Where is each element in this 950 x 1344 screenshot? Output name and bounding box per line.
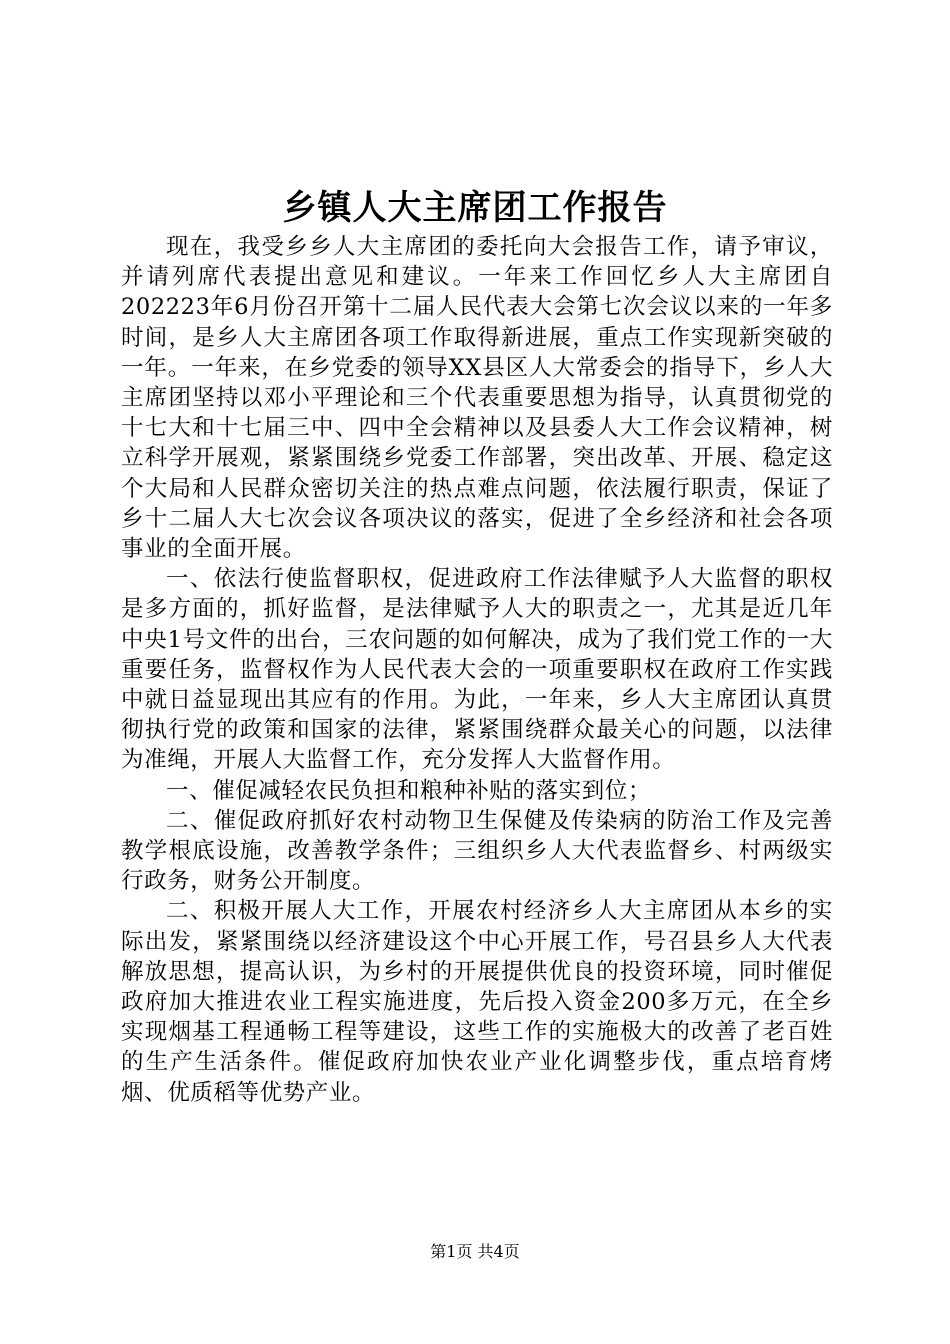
- paragraph-item-burden: 一、催促减轻农民负担和粮种补贴的落实到位；: [166, 777, 652, 804]
- paragraph-item-health: 二、催促政府抓好农村动物卫生保健及传染病的防治工作及完善教学根底设施，改善教学条件；三组织乡人大代表监督乡、村两级实行政务，财务公开制度。: [121, 807, 833, 895]
- paragraph-supervision: 一、依法行使监督职权，促进政府工作法律赋予人大监督的职权是多方面的，抓好监督，是法律赋予人大的职责之一，尤其是近几年中央1号文件的出台，三农问题的如何解决，成为了我们党工作的一大重要任务，监督权作为人民代表大会的一项重要职权在政府工作实践中就日益显现出其应有的作用。为此，一年来，乡人大主席团认真贯彻执行党的政策和国家的法律，紧紧围绕群众最关心的问题，以法律为准绳，开展人大监督工作，充分发挥人大监督作用。: [121, 566, 833, 774]
- paragraph-intro: 现在，我受乡乡人大主席团的委托向大会报告工作，请予审议，并请列席代表提出意见和建议。一年来工作回忆乡人大主席团自202223年6月份召开第十二届人民代表大会第七次会议以来的一年多时间，是乡人大主席团各项工作取得新进展，重点工作实现新突破的一年。一年来，在乡党委的领导XX县区人大常委会的指导下，乡人大主席团坚持以邓小平理论和三个代表重要思想为指导，认真贯彻党的十七大和十七届三中、四中全会精神以及县委人大工作会议精神，树立科学开展观，紧紧围绕乡党委工作部署，突出改革、开展、稳定这个大局和人民群众密切关注的热点难点问题，依法履行职责，保证了乡十二届人大七次会议各项决议的落实，促进了全乡经济和社会各项事业的全面开展。: [121, 234, 833, 563]
- document-body: [121, 232, 833, 1108]
- document-title: 乡镇人大主席团工作报告: [282, 188, 668, 228]
- paragraph-economy: 二、积极开展人大工作，开展农村经济乡人大主席团从本乡的实际出发，紧紧围绕以经济建设这个中心开展工作，号召县乡人大代表解放思想，提高认识，为乡村的开展提供优良的投资环境，同时催促政府加大推进农业工程实施进度，先后投入资金200多万元，在全乡实现烟基工程通畅工程等建设，这些工作的实施极大的改善了老百姓的生产生活条件。催促政府加快农业产业化调整步伐，重点培育烤烟、优质稻等优势产业。: [121, 898, 833, 1106]
- page-number: 第1页 共4页: [430, 1242, 520, 1261]
